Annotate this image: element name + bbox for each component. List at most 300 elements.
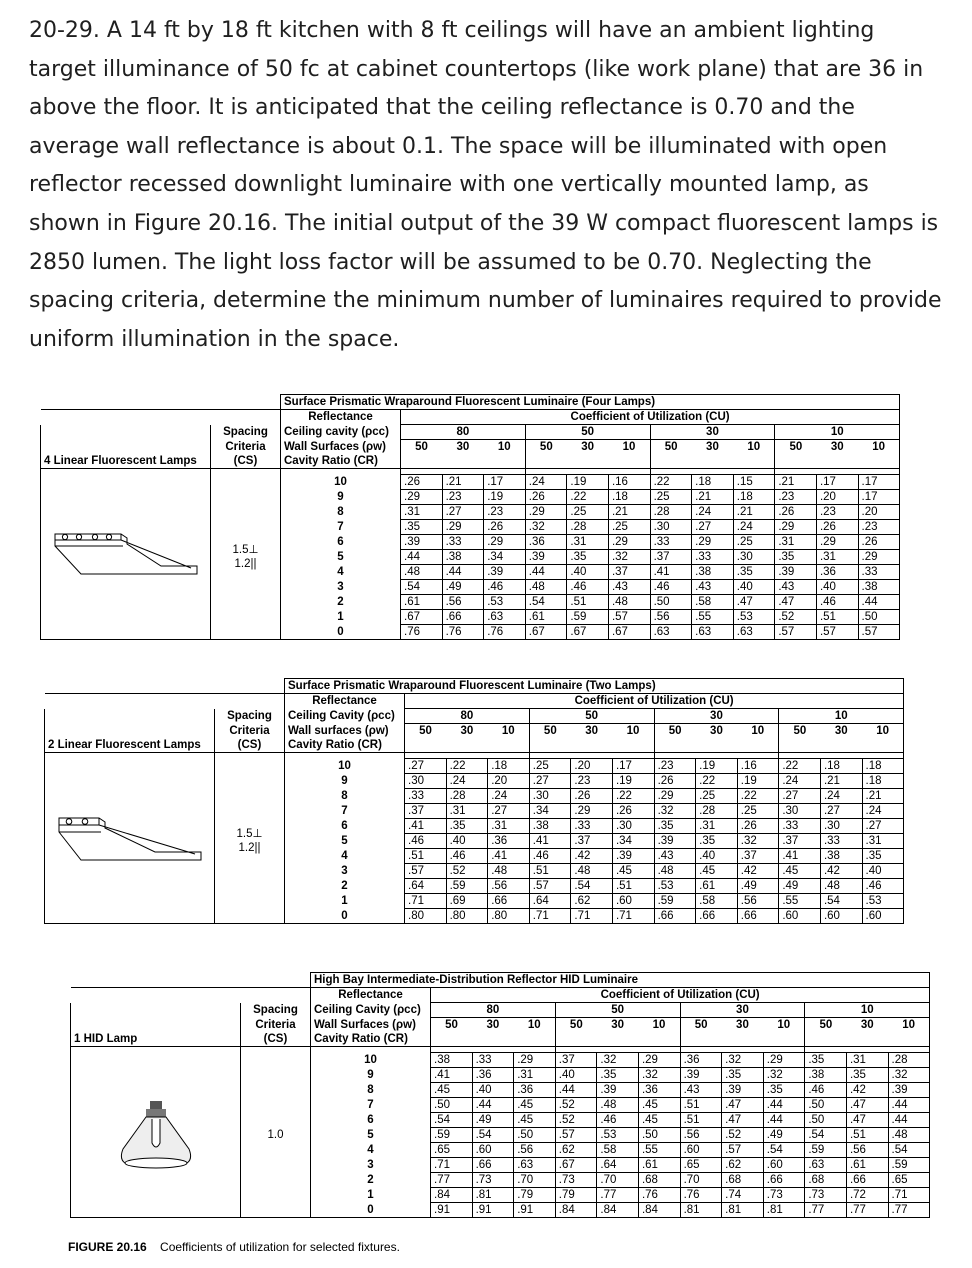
cu-value: .19: [484, 490, 526, 505]
cu-value: .27: [862, 819, 904, 834]
cu-value: .18: [862, 759, 904, 774]
wall-reflectance: 50: [650, 440, 692, 455]
cu-value: .25: [567, 505, 609, 520]
cu-value: .81: [763, 1203, 805, 1218]
cu-value: .65: [680, 1158, 722, 1173]
wall-reflectance: 10: [612, 724, 654, 739]
cu-value: .60: [779, 909, 821, 924]
spacing-criteria-value: [211, 475, 281, 640]
cu-value: .35: [567, 550, 609, 565]
cavity-ratio-value: 10: [281, 475, 401, 490]
cu-value: .32: [608, 550, 650, 565]
cu-value: .39: [775, 565, 817, 580]
cu-value: .23: [654, 759, 696, 774]
cu-value: .50: [858, 610, 900, 625]
cu-value: .37: [779, 834, 821, 849]
spacing-value: 1.5⊥: [236, 827, 263, 840]
cavity-ratio-value: 0: [311, 1203, 431, 1218]
cu-value: .29: [401, 490, 443, 505]
table-row: [71, 1053, 930, 1068]
cu-value: .36: [488, 834, 530, 849]
cu-value: .29: [484, 535, 526, 550]
cu-value: .35: [446, 819, 488, 834]
cu-value: .45: [612, 864, 654, 879]
cu-value: .54: [472, 1128, 514, 1143]
cu-value: .41: [488, 849, 530, 864]
cu-value: .21: [608, 505, 650, 520]
cavity-ratio-value: 5: [281, 550, 401, 565]
wall-reflectance: 30: [472, 1018, 514, 1033]
cu-value: .24: [820, 789, 862, 804]
cu-value: .25: [529, 759, 571, 774]
cu-value: .36: [525, 535, 567, 550]
cu-value: .25: [737, 804, 779, 819]
cu-value: .35: [722, 1068, 764, 1083]
cavity-ratio-value: 7: [285, 804, 405, 819]
cu-value: .40: [733, 580, 775, 595]
cu-value: .40: [816, 580, 858, 595]
wall-reflectance: 10: [737, 724, 779, 739]
cu-value: .61: [638, 1158, 680, 1173]
cu-value: .63: [514, 1158, 556, 1173]
cu-value: .84: [597, 1203, 639, 1218]
cu-value: .41: [779, 849, 821, 864]
cu-value: .59: [431, 1128, 473, 1143]
cu-value: .31: [846, 1053, 888, 1068]
cu-value: .37: [737, 849, 779, 864]
cu-header: Coefficient of Utilization (CU): [401, 410, 900, 425]
cu-value: .62: [571, 894, 613, 909]
cu-value: .67: [401, 610, 443, 625]
cu-value: .71: [431, 1158, 473, 1173]
cu-value: .35: [805, 1053, 847, 1068]
cu-value: .22: [650, 475, 692, 490]
cu-value: .36: [680, 1053, 722, 1068]
cu-value: .19: [567, 475, 609, 490]
cu-value: .49: [472, 1113, 514, 1128]
cu-value: .40: [446, 834, 488, 849]
cavity-ratio-value: 8: [311, 1083, 431, 1098]
cu-value: .70: [597, 1173, 639, 1188]
cu-value: .66: [696, 909, 738, 924]
cu-value: .39: [401, 535, 443, 550]
cu-value: .50: [805, 1098, 847, 1113]
cu-value: .29: [692, 535, 734, 550]
cu-value: .38: [805, 1068, 847, 1083]
cu-value: .76: [442, 625, 484, 640]
wall-reflectance: 10: [858, 440, 900, 455]
cu-value: .54: [401, 580, 443, 595]
cu-value: .27: [820, 804, 862, 819]
cu-value: .20: [816, 490, 858, 505]
cu-value: .84: [431, 1188, 473, 1203]
cu-value: .80: [405, 909, 447, 924]
wall-reflectance: 50: [401, 440, 443, 455]
wall-reflectance: 10: [608, 440, 650, 455]
cu-value: .46: [567, 580, 609, 595]
cavity-ratio-value: 8: [281, 505, 401, 520]
cu-value: .71: [888, 1188, 930, 1203]
cu-value: .68: [722, 1173, 764, 1188]
cavity-ratio-value: 3: [281, 580, 401, 595]
cavity-ratio-value: 9: [311, 1068, 431, 1083]
two-lamp-wraparound-icon: [55, 812, 205, 870]
cu-value: .29: [654, 789, 696, 804]
problem-statement: 20-29. A 14 ft by 18 ft kitchen with 8 ft ceilings will have an ambient lighting target illuminance of 50 fc at cabinet countertops (like work plane) that are 36 in above the floor. It is anticipated that the ceiling reflectance is 0.70 and the average wall reflectance is about 0.1. The space will be illuminated with open reflector recessed downlight luminaire with one vertically mounted lamp, as shown in Figure 20.16. The initial output of the 39 W compact fluorescent lamps is 2850 lumen. The light loss factor will be assumed to be 0.70. Neglecting the spacing criteria, determine the minimum number of luminaires required to provide uniform illumination in the space.: [29, 18, 942, 352]
cu-value: .30: [529, 789, 571, 804]
figure-caption: [68, 1240, 400, 1254]
cu-value: .57: [608, 610, 650, 625]
cu-value: .40: [472, 1083, 514, 1098]
cu-value: .57: [816, 625, 858, 640]
cavity-ratio-value: 3: [311, 1158, 431, 1173]
cavity-ratio-value: 5: [311, 1128, 431, 1143]
cu-value: .55: [779, 894, 821, 909]
cu-value: .37: [571, 834, 613, 849]
cu-value: .31: [446, 804, 488, 819]
cu-value: .53: [862, 894, 904, 909]
cu-value: .18: [608, 490, 650, 505]
cu-value: .38: [529, 819, 571, 834]
cu-value: .36: [472, 1068, 514, 1083]
cu-value: .48: [488, 864, 530, 879]
cu-value: .45: [779, 864, 821, 879]
cu-value: .56: [488, 879, 530, 894]
cu-value: .77: [597, 1188, 639, 1203]
cu-value: .60: [472, 1143, 514, 1158]
cu-value: .79: [514, 1188, 556, 1203]
wall-reflectance: 10: [733, 440, 775, 455]
cu-value: .63: [650, 625, 692, 640]
wall-reflectance: 10: [484, 440, 526, 455]
wall-reflectance: 10: [763, 1018, 805, 1033]
wall-reflectance: 10: [488, 724, 530, 739]
reflectance-header: Reflectance: [311, 988, 431, 1003]
cu-value: .44: [472, 1098, 514, 1113]
cu-value: .52: [775, 610, 817, 625]
cu-value: .26: [654, 774, 696, 789]
cu-value: .43: [692, 580, 734, 595]
cu-value: .91: [472, 1203, 514, 1218]
cu-value: .27: [488, 804, 530, 819]
cu-value: .61: [401, 595, 443, 610]
cu-value: .51: [846, 1128, 888, 1143]
cu-value: .64: [405, 879, 447, 894]
cu-value: .47: [846, 1098, 888, 1113]
cu-value: .51: [612, 879, 654, 894]
cu-value: .54: [571, 879, 613, 894]
wall-reflectance: 30: [816, 440, 858, 455]
cu-value: .46: [484, 580, 526, 595]
cu-value: .17: [858, 490, 900, 505]
cu-value: .51: [680, 1113, 722, 1128]
cu-header: Coefficient of Utilization (CU): [405, 694, 904, 709]
cu-value: .16: [737, 759, 779, 774]
cu-value: .24: [446, 774, 488, 789]
cu-value: .84: [555, 1203, 597, 1218]
cu-value: .44: [888, 1113, 930, 1128]
cu-value: .71: [612, 909, 654, 924]
cu-value: .29: [608, 535, 650, 550]
cu-value: .31: [816, 550, 858, 565]
cu-value: .71: [529, 909, 571, 924]
cu-value: .53: [484, 595, 526, 610]
cu-value: .91: [431, 1203, 473, 1218]
cu-value: .63: [733, 625, 775, 640]
cu-value: .23: [775, 490, 817, 505]
cu-value: .17: [816, 475, 858, 490]
cavity-ratio-label: Cavity Ratio (CR): [285, 738, 405, 753]
cu-value: .40: [696, 849, 738, 864]
cu-value: .23: [858, 520, 900, 535]
cu-value: .77: [805, 1203, 847, 1218]
wall-reflectance: 50: [431, 1018, 473, 1033]
four-lamp-wraparound-icon: [51, 528, 201, 586]
cu-value: .49: [442, 580, 484, 595]
cu-value: .47: [733, 595, 775, 610]
cu-value: .66: [737, 909, 779, 924]
cu-value: .30: [612, 819, 654, 834]
cu-value: .26: [401, 475, 443, 490]
cu-value: .61: [525, 610, 567, 625]
cu-value: .56: [650, 610, 692, 625]
cu-value: .48: [608, 595, 650, 610]
cu-value: .29: [638, 1053, 680, 1068]
cu-value: .80: [446, 909, 488, 924]
cu-value: .27: [405, 759, 447, 774]
cu-value: .20: [571, 759, 613, 774]
cu-value: .43: [608, 580, 650, 595]
ceiling-reflectance: 50: [529, 709, 654, 724]
ceiling-cavity-label: Ceiling cavity (ρcc): [281, 425, 401, 440]
cu-value: .57: [555, 1128, 597, 1143]
ceiling-reflectance: 80: [405, 709, 530, 724]
cu-value: .24: [692, 505, 734, 520]
cu-value: .31: [401, 505, 443, 520]
cu-value: .63: [692, 625, 734, 640]
cu-value: .49: [763, 1128, 805, 1143]
cu-value: .23: [442, 490, 484, 505]
cu-value: .63: [484, 610, 526, 625]
luminaire-illustration: [41, 475, 211, 640]
cu-value: .29: [571, 804, 613, 819]
cu-value: .29: [514, 1053, 556, 1068]
cu-value: .76: [401, 625, 443, 640]
cu-value: .57: [722, 1143, 764, 1158]
cu-value: .19: [612, 774, 654, 789]
ceiling-reflectance: 80: [401, 425, 526, 440]
cu-value: .41: [405, 819, 447, 834]
cavity-ratio-value: 4: [285, 849, 405, 864]
cu-value: .25: [608, 520, 650, 535]
cu-value: .45: [431, 1083, 473, 1098]
cu-value: .76: [638, 1188, 680, 1203]
cu-value: .73: [472, 1173, 514, 1188]
cu-value: .30: [405, 774, 447, 789]
cu-value: .28: [888, 1053, 930, 1068]
cu-value: .91: [514, 1203, 556, 1218]
cu-value: .44: [888, 1098, 930, 1113]
cu-value: .68: [638, 1173, 680, 1188]
cu-value: .76: [680, 1188, 722, 1203]
cu-value: .68: [805, 1173, 847, 1188]
cu-value: .46: [650, 580, 692, 595]
cavity-ratio-value: 2: [285, 879, 405, 894]
cu-value: .31: [775, 535, 817, 550]
cavity-ratio-value: 7: [281, 520, 401, 535]
cavity-ratio-value: 3: [285, 864, 405, 879]
cu-value: .24: [525, 475, 567, 490]
cu-value: .24: [862, 804, 904, 819]
cu-value: .29: [816, 535, 858, 550]
lamp-type-label: 4 Linear Fluorescent Lamps: [41, 454, 211, 469]
ceiling-reflectance: 10: [779, 709, 904, 724]
cu-value: .60: [820, 909, 862, 924]
cu-value: .61: [846, 1158, 888, 1173]
cu-value: .50: [514, 1128, 556, 1143]
cu-value: .28: [567, 520, 609, 535]
cu-value: .44: [401, 550, 443, 565]
cu-value: .32: [722, 1053, 764, 1068]
spacing-header-3: (CS): [215, 738, 285, 753]
cu-value: .37: [650, 550, 692, 565]
cu-value: .54: [763, 1143, 805, 1158]
cu-value: .36: [514, 1083, 556, 1098]
cu-value: .51: [405, 849, 447, 864]
cu-value: .58: [692, 595, 734, 610]
spacing-header-2: Criteria: [211, 440, 281, 455]
cu-value: .31: [696, 819, 738, 834]
cu-value: .23: [816, 505, 858, 520]
cu-value: .18: [733, 490, 775, 505]
cu-value: .22: [779, 759, 821, 774]
cu-value: .31: [862, 834, 904, 849]
cu-value: .27: [529, 774, 571, 789]
cu-table-four-lamps: [40, 394, 900, 640]
cavity-ratio-value: 6: [281, 535, 401, 550]
cu-value: .39: [888, 1083, 930, 1098]
cu-value: .66: [763, 1173, 805, 1188]
cu-value: .63: [805, 1158, 847, 1173]
wall-reflectance: 30: [571, 724, 613, 739]
cu-value: .30: [779, 804, 821, 819]
cu-value: .71: [405, 894, 447, 909]
cu-value: .35: [401, 520, 443, 535]
wall-reflectance: 30: [696, 724, 738, 739]
cu-value: .26: [775, 505, 817, 520]
cu-value: .34: [612, 834, 654, 849]
wall-reflectance: 50: [525, 440, 567, 455]
cu-value: .26: [858, 535, 900, 550]
cu-value: .26: [737, 819, 779, 834]
cavity-ratio-value: 4: [281, 565, 401, 580]
reflectance-header: Reflectance: [285, 694, 405, 709]
cavity-ratio-value: 9: [281, 490, 401, 505]
wall-reflectance: 30: [846, 1018, 888, 1033]
cu-value: .66: [442, 610, 484, 625]
cu-value: .52: [555, 1113, 597, 1128]
cu-value: .57: [529, 879, 571, 894]
cu-value: .54: [431, 1113, 473, 1128]
cu-value: .18: [820, 759, 862, 774]
cu-value: .44: [442, 565, 484, 580]
cu-value: .47: [775, 595, 817, 610]
cu-value: .35: [775, 550, 817, 565]
wall-reflectance: 50: [555, 1018, 597, 1033]
cu-value: .67: [608, 625, 650, 640]
cu-value: .81: [680, 1203, 722, 1218]
cu-value: .41: [431, 1068, 473, 1083]
cu-value: .74: [722, 1188, 764, 1203]
cu-value: .54: [888, 1143, 930, 1158]
cu-value: .20: [488, 774, 530, 789]
cu-value: .21: [442, 475, 484, 490]
cu-value: .45: [696, 864, 738, 879]
cu-value: .44: [858, 595, 900, 610]
cu-value: .23: [484, 505, 526, 520]
table-title: Surface Prismatic Wraparound Fluorescent Luminaire (Four Lamps): [281, 395, 900, 410]
cu-value: .44: [525, 565, 567, 580]
wall-reflectance: 50: [779, 724, 821, 739]
cu-value: .27: [442, 505, 484, 520]
spacing-value: 1.5⊥: [232, 543, 259, 556]
cu-value: .44: [763, 1113, 805, 1128]
cu-value: .62: [555, 1143, 597, 1158]
cu-value: .33: [858, 565, 900, 580]
cu-value: .34: [529, 804, 571, 819]
cu-value: .59: [567, 610, 609, 625]
cu-value: .31: [488, 819, 530, 834]
wall-reflectance: 10: [514, 1018, 556, 1033]
cu-value: .35: [846, 1068, 888, 1083]
cu-value: .48: [597, 1098, 639, 1113]
cavity-ratio-value: 9: [285, 774, 405, 789]
cu-value: .52: [446, 864, 488, 879]
cu-value: .28: [446, 789, 488, 804]
cu-value: .56: [846, 1143, 888, 1158]
cu-value: .32: [737, 834, 779, 849]
figure-caption-text: Coefficients of utilization for selected fixtures.: [160, 1240, 400, 1254]
cu-value: .56: [514, 1143, 556, 1158]
cu-value: .66: [654, 909, 696, 924]
cu-value: .38: [431, 1053, 473, 1068]
cu-value: .54: [525, 595, 567, 610]
cu-value: .45: [638, 1113, 680, 1128]
cu-value: .77: [431, 1173, 473, 1188]
cu-value: .29: [525, 505, 567, 520]
cu-value: .57: [858, 625, 900, 640]
cu-value: .26: [816, 520, 858, 535]
wall-reflectance: 30: [820, 724, 862, 739]
cu-value: .40: [862, 864, 904, 879]
cu-value: .48: [820, 879, 862, 894]
reflectance-header: Reflectance: [281, 410, 401, 425]
ceiling-reflectance: 50: [525, 425, 650, 440]
cu-value: .18: [488, 759, 530, 774]
cu-value: .77: [846, 1203, 888, 1218]
wall-reflectance: 30: [446, 724, 488, 739]
wall-surfaces-label: Wall Surfaces (ρw): [311, 1018, 431, 1033]
cu-value: .26: [571, 789, 613, 804]
cu-value: .19: [696, 759, 738, 774]
cavity-ratio-value: 2: [311, 1173, 431, 1188]
spacing-header-3: (CS): [211, 454, 281, 469]
wall-reflectance: 30: [442, 440, 484, 455]
cu-value: .39: [597, 1083, 639, 1098]
cavity-ratio-value: 8: [285, 789, 405, 804]
cu-value: .56: [680, 1128, 722, 1143]
wall-reflectance: 30: [597, 1018, 639, 1033]
